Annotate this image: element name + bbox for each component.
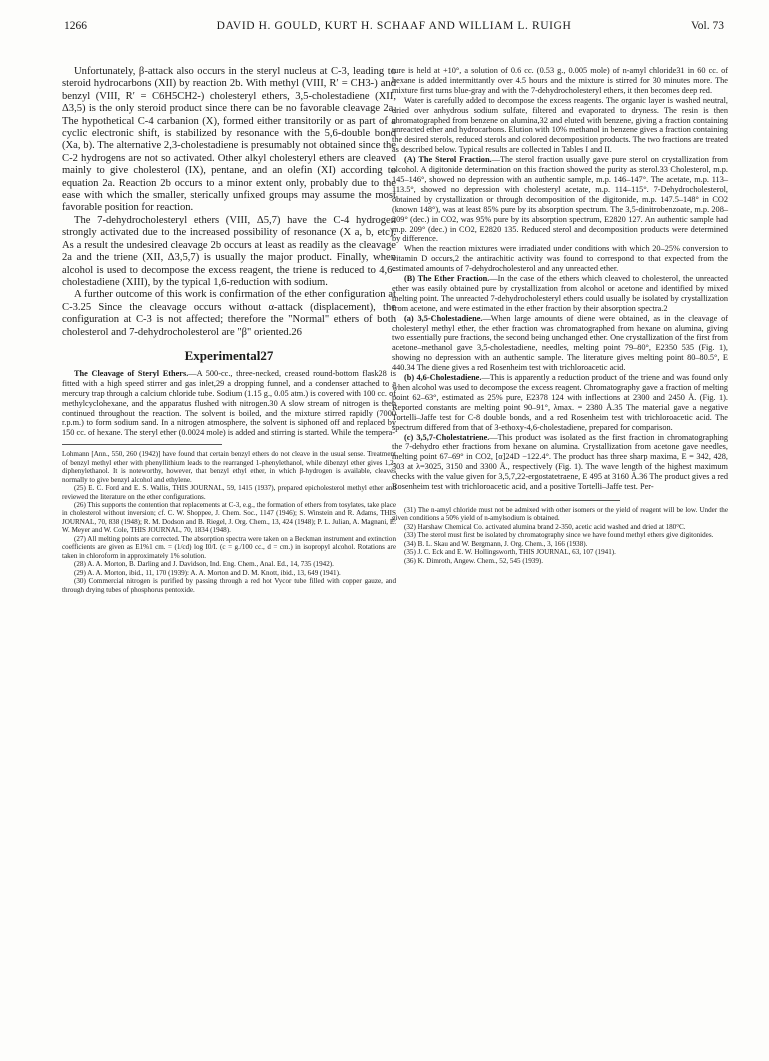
footnote: (28) A. A. Morton, B. Darling and J. Davidson, Ind. Eng. Chem., Anal. Ed., 14, 735 (1942). (74, 560, 334, 569)
right-column (392, 66, 728, 565)
body-paragraph: A further outcome of this work is confirmation of the ether configuration at C-3.25 Since the cleavage occurs without α-attack (displacement), the configuration at C-3 is not affected; therefore the "Normal" ethers of both cholesterol and 7-dehydrocholesterol are "β" oriented.26 (62, 289, 396, 338)
body-paragraph: The 7-dehydrocholesteryl ethers (VIII, Δ5,7) have the C-4 hydrogen strongly activated due to the increased possibility of resonance (X a, b, etc). As a result the undesired cleavage 2b occurs at least as readily as the cleavage 2a and the triene (XII, Δ3,5,7) is usually the major product. Finally, when alcohol is used to decompose the excess reagent, the triene is reduced to 4,6-cholestadiene (XIII), by the typical 1,6-reduction with sodium. (62, 214, 396, 288)
run-in-title: (a) 3,5-Cholestadiene. (404, 313, 483, 323)
footnote: (27) All melting points are corrected. The absorption spectra were taken on a Beckman instrument and extinction coefficients are given as E1%1 cm. = (1/cd) log I0/I. (c = g./100 cc., d = cm.) in isopropyl alcohol. Rotations are taken in chloroform in approximately 1% solution. (62, 534, 396, 560)
paragraph-text: —When large amounts of diene were obtained, as in the cleavage of cholesteryl methyl ether, the ether fraction was chromatographed from hexane on alumina, giving two essentially pure fractions, the second being unchanged ether. One crystallization of the first from acetone–methanol gave 3,5-cholestadiene, needles, melting point 79–80°, E2350 535 (Fig. 1), showing no depression with an authentic sample. The literature gives melting point 80–80.5°, E 440.34 The diene gives a red Rosenheim test with trichloroacetic acid. (392, 313, 728, 373)
body-paragraph (392, 373, 728, 432)
run-in-title: (A) The Sterol Fraction. (404, 155, 492, 165)
paragraph-text: —The sterol fraction usually gave pure sterol on crystallization from alcohol. A digitonide determination on this fraction showed the purity as sterol.33 Cholesterol, m.p. 145–146°, showed no depression with an authentic sample, m.p. 146–147°. The acetate, m.p. 113–113.5°, showed no depression with cholesteryl acetate, m.p. 114–115°. 7-Dehydrocholesterol, obtained by crystallization or through decomposition of the digitonide, m.p. 147.5–148° in CO2 (known 148°), was at least 85% pure by its absorption spectrum. The 3,5-dinitrobenzoate, m.p. 208–209° (dec.) in CO2, was 95% pure by its absorption spectrum, E2820 127. An authentic sample had m.p. 209° (dec.) in CO2, E2820 135. Reduced sterol and decomposition products were determined by difference. (392, 155, 728, 244)
footnote: (26) This supports the contention that replacements at C-3, e.g., the formation of ethers from tosylates, take place in cholesterol without inversion; cf. C. W. Shoppee, J. Chem. Soc., 1147 (1946); S. Winstein and R. Adams, THIS JOURNAL, 70, 838 (1948); R. M. Dodson and B. Riegel, J. Org. Chem., 13, 424 (1948); P. L. Julian, A. Magnani, E. W. Meyer and W. Cole, THIS JOURNAL, 70, 1834 (1948). (62, 501, 396, 535)
body-paragraph (392, 314, 728, 373)
author-line: DAVID H. GOULD, KURT H. SCHAAF AND WILLIAM L. RUIGH (216, 20, 572, 32)
body-paragraph: Water is carefully added to decompose the excess reagents. The organic layer is washed neutral, dried over anhydrous sodium sulfate, filtered and evaporated to dryness. The resin is then chromatographed from benzene on alumina,32 and eluted with benzene, giving a fraction containing unreacted ether and hydrocarbons. Elution with 10% methanol in benzene gives a fraction containing the desired sterols, reduced sterols and colored decomposition products. The two fractions are treated as described below. Typical results are collected in Tables I and II. (392, 95, 728, 155)
body-paragraph: When the reaction mixtures were irradiated under conditions with which 20–25% conversion to vitamin D occurs,2 the antirachitic activity was found to correspond to that expected from the estimated amounts of 7-dehydrocholesterol and any unreacted ether. (392, 244, 728, 274)
footnote: Lohmann [Ann., 550, 260 (1942)] have found that certain benzyl ethers do not cleave in the usual sense. Treatment of benzyl methyl ether with phenyllithium leads to the rearranged 1-phenylethanol, while dibenzyl ether gives 1,2-diphenylethanol. It is noteworthy, however, that benzyl ethyl ether, in which β-hydrogen is available, cleaves normally to give benzyl alcohol and ethylene. (62, 450, 396, 484)
paragraph-text: —In the case of the ethers which cleaved to cholesterol, the unreacted ether was easily obtained pure by crystallization from alcohol or acetone and identified by mixed melting point. The unreacted 7-dehydrocholesteryl ethers could usually be isolated by crystallization from acetone, and were estimated in the ether fraction by their absorption spectra.2 (392, 274, 729, 313)
paragraph-text: —This is apparently a reduction product of the triene and was found only when alcohol was used to decompose the excess reagent. Chromatography gave a fraction of melting point 62–63°, estimated as 25% pure, E2378 124 with inflections at 2300 and 2450 Å. (Fig. 1). Reported constants are melting point 90–91°, λmax. = 2380 Å.35 The material gave a negative Tortelli–Jaffe test for C-8 double bonds, and a red Rosenheim test with trichloroacetic acid. The spectrum differed from that of 3-ethoxy-4,6-cholestadiene, prepared for comparison. (392, 373, 728, 432)
paragraph-text: —This product was isolated as the first fraction in chromatographing the 7-dehydro ether fractions from hexane on alumina. Crystallization from acetone gave needles, melting point 67–69° in CO2, [α]24D −122.4°. The product has three sharp maxima, E = 342, 428, 303 at λ=3025, 3150 and 3300 Å., respectively (Fig. 1). The wave length of the highest maximum checks with the value given for 3,5,7,22-ergostatetraene, E 495 at 3160 Å.36 The product gives a red Rosenheim test with trichloroacetic acid, and a positive Tortelli–Jaffe test. Per- (392, 432, 728, 492)
page-number: 1266 (64, 20, 87, 32)
body-paragraph (392, 155, 728, 244)
section-heading-experimental: Experimental27 (184, 347, 274, 363)
running-head (64, 20, 724, 36)
run-in-title: (c) 3,5,7-Cholestatriene. (404, 432, 490, 442)
run-in-title: The Cleavage of Steryl Ethers. (74, 368, 189, 378)
footnote: (31) The n-amyl chloride must not be admixed with other isomers or the yield of reagent will be low. Under the given conditions a 50% yield of n-amylsodium is obtained. (392, 505, 728, 523)
footnote: (32) Harshaw Chemical Co. activated alumina brand 2-350, acetic acid washed and dried at 180°C. (404, 522, 686, 531)
paragraph-text: —A 500-cc., three-necked, creased round-bottom flask28 is fitted with a high speed stirrer and gas inlet,29 a dropping funnel, and a condenser attached to a mercury trap through a calcium chloride tube. Sodium (1.15 g., 0.05 atm.) is covered with 100 cc. of methylcyclohexane, and the apparatus flushed with nitrogen.30 A slow stream of nitrogen is then continued throughout the reaction. The solvent is boiled, and the mixture stirred rapidly (7000 r.p.m.) to form sodium sand. In a nitrogen atmosphere, the solvent is siphoned off and replaced by 150 cc. of hexane. The steryl ether (0.0024 mole) is added and stirring is started. While the tempera- (62, 368, 396, 438)
footnote: (36) K. Dimroth, Angew. Chem., 52, 545 (1939). (404, 556, 544, 565)
footnote: (25) E. C. Ford and E. S. Wallis, THIS JOURNAL, 59, 1415 (1937), prepared epicholesterol methyl ether and reviewed the literature on the ether configurations. (62, 484, 396, 501)
footnote-divider (62, 444, 222, 445)
footnote: (34) B. L. Skau and W. Bergmann, J. Org. Chem., 3, 166 (1938). (404, 539, 588, 548)
footnote: (35) J. C. Eck and E. W. Hollingsworth, THIS JOURNAL, 63, 107 (1941). (404, 548, 616, 557)
body-paragraph (392, 433, 728, 492)
body-paragraph (62, 369, 396, 438)
footnote: (30) Commercial nitrogen is purified by passing through a red hot Vycor tube filled with copper gauze, and through drying tubes of phosphorus pentoxide. (62, 577, 396, 594)
volume-label: Vol. 73 (690, 20, 724, 32)
run-in-title: (B) The Ether Fraction. (404, 274, 490, 284)
footnote: (29) A. A. Morton, ibid., 11, 170 (1939): A. A. Morton and D. M. Knott, ibid., 13, 649 (1941). (74, 568, 341, 577)
body-paragraph: Unfortunately, β-attack also occurs in the steryl nucleus at C-3, leading to steroid hydrocarbons (XII) by reaction 2b. With methyl (VIII, R′ = CH3-) and benzyl (VIII, R′ = C6H5CH2-) cholesteryl ethers, 3,5-cholestadiene (XII, Δ3,5) is the only steroid product since there can be no favorable cleavage 2a. The hypothetical C-4 carbanion (X), formed either transitorily or as part of a cyclic electronic shift, is stabilized by resonance with the 5,6-double bond (Xa, b). The alternative 2,3-cholestadiene is presumably not obtained since the C-2 hydrogens are not so activated. Other alkyl cholesteryl ethers are cleaved mainly to give cholesterol (IX), pentane, and an olefin (XI) according to equation 2a. Reaction 2b occurs to a minor extent only, probably due to the ease with which the smaller, sterically unfixed groups may assume the most favorable position for reaction. (62, 66, 396, 214)
left-column (62, 66, 396, 594)
body-paragraph: ture is held at +10°, a solution of 0.6 cc. (0.53 g., 0.005 mole) of n-amyl chloride31 in 60 cc. of hexane is added intermittantly over 4.5 hours and the mixture is stirred for 30 minutes more. The mixture first turns blue-gray and with the 7-dehydrocholesteryl ethers, it then becomes deep red. (392, 66, 728, 95)
body-paragraph (392, 274, 728, 314)
footnote: (33) The sterol must first be isolated by chromatography since we have found methyl ethers give digitonides. (404, 531, 714, 540)
run-in-title: (b) 4,6-Cholestadiene. (404, 373, 482, 383)
footnote-divider (500, 500, 620, 501)
